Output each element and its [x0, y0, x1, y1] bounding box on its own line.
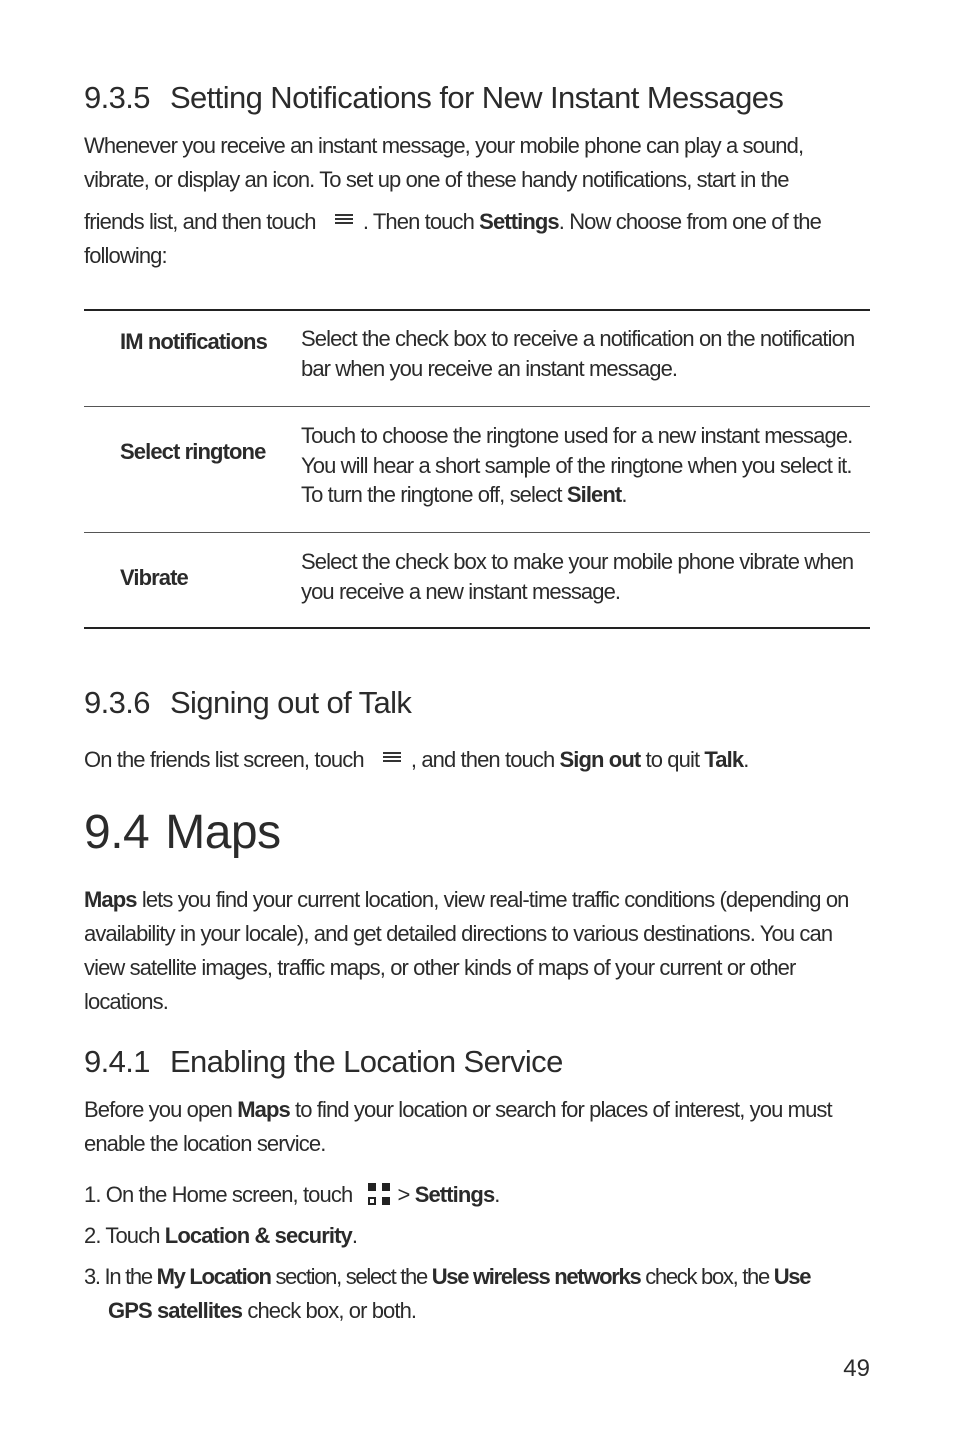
location-security-label: Location & security	[164, 1223, 352, 1248]
option-name: Vibrate	[120, 565, 188, 590]
section-heading-9-4-1	[84, 1044, 563, 1080]
paragraph-text: friends list, and then touch	[84, 209, 316, 234]
step-text: .	[494, 1182, 500, 1207]
paragraph-text: .	[743, 747, 749, 772]
section-title: Signing out of Talk	[169, 685, 412, 720]
apps-icon	[368, 1183, 390, 1205]
section-heading-9-3-5	[84, 80, 783, 116]
settings-label: Settings	[414, 1182, 495, 1207]
option-name: IM notifications	[120, 329, 267, 354]
paragraph-text: Before you open	[84, 1097, 232, 1122]
talk-label: Talk	[704, 747, 744, 772]
settings-label: Settings	[479, 209, 559, 234]
step-text: >	[397, 1182, 410, 1207]
section-title: Setting Notifications for New Instant Messages	[169, 80, 784, 115]
paragraph-text: On the friends list screen, touch	[84, 747, 364, 772]
option-description: Select the check box to receive a notification on the notification bar when you receive an instant message.	[301, 326, 855, 381]
list-item-continued	[108, 1294, 416, 1328]
paragraph	[84, 743, 870, 777]
paragraph	[84, 883, 870, 1019]
use-wireless-networks-label: Use wireless networks	[431, 1264, 641, 1289]
my-location-label: My Location	[156, 1264, 271, 1289]
section-heading-9-3-6	[84, 685, 411, 721]
table-rule	[84, 309, 870, 311]
step-text: check box, the	[645, 1264, 769, 1289]
list-item	[84, 1219, 357, 1253]
paragraph-text: . Now choose from one of the following:	[84, 209, 821, 268]
page-number: 49	[843, 1355, 870, 1382]
step-text: check box, or both.	[247, 1298, 417, 1323]
section-number: 9.4.1	[84, 1044, 150, 1079]
paragraph-text: . Then touch	[362, 209, 474, 234]
maps-label: Maps	[237, 1097, 290, 1122]
menu-icon	[335, 214, 353, 228]
option-description	[301, 421, 866, 510]
use-gps-label: Use	[773, 1264, 811, 1289]
paragraph-text: Whenever you receive an instant message, your mobile phone can play a sound, vibrate, or display an icon. To set up one of these handy notifications, start in the	[84, 133, 804, 192]
paragraph-text: to quit	[645, 747, 700, 772]
maps-label: Maps	[84, 887, 137, 912]
section-number: 9.3.6	[84, 685, 150, 720]
step-text: 2. Touch	[84, 1223, 160, 1248]
section-number: 9.4	[84, 806, 150, 859]
step-text: section, select the	[275, 1264, 427, 1289]
step-text: 1. On the Home screen, touch	[84, 1182, 353, 1207]
paragraph	[84, 129, 870, 197]
section-title: Enabling the Location Service	[169, 1044, 563, 1079]
table-divider	[84, 406, 870, 407]
paragraph	[84, 205, 870, 273]
options-table	[84, 309, 870, 631]
paragraph-text: to find your location or search for places of interest, you must enable the location service.	[84, 1097, 832, 1156]
sign-out-label: Sign out	[559, 747, 641, 772]
option-description-text: Touch to choose the ringtone used for a new instant message. You will hear a short sample of the ringtone when you select it. To turn the ringtone off, select	[301, 423, 853, 507]
table-divider	[84, 532, 870, 533]
list-item	[84, 1178, 500, 1212]
paragraph-text: , and then touch	[410, 747, 555, 772]
silent-label: Silent	[566, 482, 622, 507]
menu-icon	[383, 752, 401, 766]
step-text: 3. In the	[84, 1264, 152, 1289]
gps-satellites-label: GPS satellites	[108, 1298, 243, 1323]
chapter-heading-9-4	[84, 805, 281, 860]
section-title: Maps	[165, 806, 281, 859]
table-rule	[84, 627, 870, 629]
section-number: 9.3.5	[84, 80, 150, 115]
paragraph	[84, 1093, 870, 1161]
list-item	[84, 1260, 810, 1294]
option-name: Select ringtone	[120, 439, 266, 464]
step-text: .	[351, 1223, 358, 1248]
paragraph-text: lets you find your current location, view real-time traffic conditions (depending on availability in your locale), and get detailed directions to various destinations. You can view satellite images, traffic maps, or other kinds of maps of your current or other locations.	[84, 887, 849, 1014]
option-description-text: .	[621, 482, 627, 507]
option-description: Select the check box to make your mobile phone vibrate when you receive a new instant message.	[301, 549, 854, 604]
